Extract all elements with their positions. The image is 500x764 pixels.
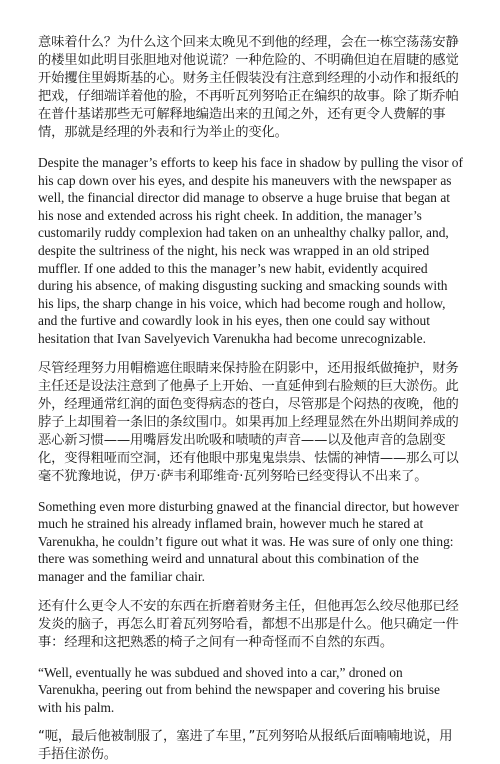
paragraph-zh-4: “呃，最后他被制服了，塞进了车里，”瓦列努哈从报纸后面喃喃地说，用手捂住淤伤。	[38, 729, 453, 763]
paragraph-zh-1: 意味着什么？为什么这个回来太晚见不到他的经理，会在一栋空荡荡安静的楼里如此明目张胆地对他说谎？一种危险的、不明确但迫在眉睫的感觉开始攫住里姆斯基的心。财务主任假装没有注意到经理的小动作和报纸的把戏，仔细端详着他的脸，不再听瓦列努哈正在编织的故事。除了斯乔帕在普什基诺那些无可解释地编造出来的丑闻之外，还有更令人费解的事情，那就是经理的外表和行为举止的变化。	[38, 35, 459, 140]
paragraph-en-1: Despite the manager’s efforts to keep his face in shadow by pulling the visor of his cap down over his eyes, and despite his maneuvers with the newspaper as well, the financial director did manage to observe a huge bruise that began at his nose and extended across his right cheek. In addition, the manager’s customarily ruddy complexion had taken on an unhealthy chalky pallor, and, despite the sultriness of the night, his neck was wrapped in an old striped muffler. If one added to this the manager’s new habit, evidently acquired during his absence, of making disgusting sucking and smacking sounds with his lips, the sharp change in his voice, which had become rough and hollow, and the furtive and cowardly look in his eyes, then one could say without hesitation that Ivan Savelyevich Varenukha had become unrecognizable.	[38, 155, 463, 346]
paragraph-zh-3: 还有什么更令人不安的东西在折磨着财务主任，但他再怎么绞尽他那已经发炎的脑子，再怎么盯着瓦列努哈看，都想不出那是什么。他只确定一件事：经理和这把熟悉的椅子之间有一种奇怪而不自然的东西。	[38, 598, 459, 650]
paragraph-en-2: Something even more disturbing gnawed at the financial director, but however much he strained his already inflamed brain, however much he stared at Varenukha, he couldn’t figure out what it was. He was sure of only one thing: there was something weird and unnatural about this combination of the manager and the familiar chair.	[38, 498, 459, 584]
document-page	[38, 34, 463, 764]
paragraph-en-3: “Well, eventually he was subdued and shoved into a car,” droned on Varenukha, peering out from behind the newspaper and covering his bruise with his palm.	[38, 664, 440, 715]
paragraph-zh-2: 尽管经理努力用帽檐遮住眼睛来保持脸在阴影中，还用报纸做掩护，财务主任还是设法注意到了他鼻子上开始、一直延伸到右脸颊的巨大淤伤。此外，经理通常红润的面色变得病态的苍白，尽管那是个闷热的夜晚，他的脖子上却围着一条旧的条纹围巾。如果再加上经理显然在外出期间养成的恶心新习惯——用嘴唇发出吮吸和啧啧的声音——以及他声音的急剧变化，变得粗哑而空洞，还有他眼中那鬼鬼祟祟、怯懦的神情——那么可以毫不犹豫地说，伊万·萨韦利耶维奇·瓦列努哈已经变得认不出来了。	[38, 360, 459, 484]
